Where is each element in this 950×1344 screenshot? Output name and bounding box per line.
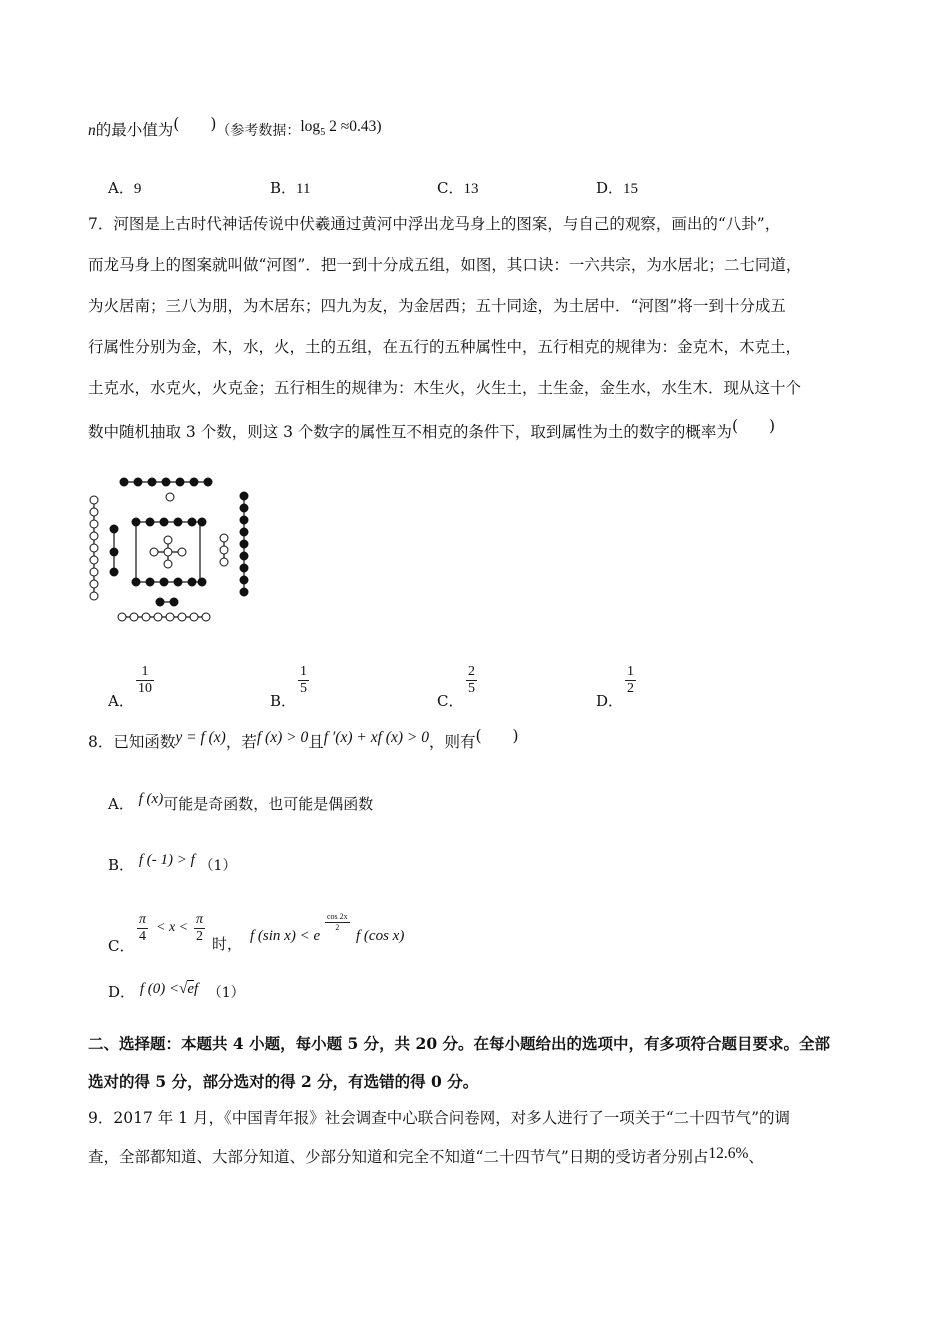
q7-option-b-fraction: 1 5 [300,664,307,696]
q6-option-c: C．13 [437,179,479,197]
q8-option-c-rhs: f (cos x) [356,928,405,944]
q8-cond2: f ′(x) + xf (x) > 0 [323,729,429,746]
ref-label: （参考数据： [216,123,301,139]
answer-paren: ( ) [475,727,519,745]
var-n: n [88,122,96,139]
q6-tail-line [88,115,382,142]
q8-option-c-when: 时， [212,935,243,953]
q7-line-5: 土克水，水克火，火克金；五行相生的规律为：木生火，火生土，土生金，金生水，水生木．现从这十个 [88,379,802,397]
q8-option-b: B． f (- 1) > f （1） [108,852,237,874]
q9-line-1: 9．2017 年 1 月，《中国青年报》社会调查中心联合问卷网，对多人进行了一项关于“二十四节气”的调 [88,1109,791,1127]
answer-paren: ( ) [173,115,217,133]
q8-stem: 8．已知函数y = f (x)，若f (x) > 0且f ′(x) + xf (x) > 0，则有( ) [88,727,519,751]
q7-option-a: A． [108,692,134,710]
q7-option-d: D． [596,692,624,710]
q6-text: 的最小值为 [95,121,174,139]
hetu-diagram [84,474,264,634]
q7-option-b: B． [270,692,297,710]
q7-line-1: 7．河图是上古时代神话传说中伏羲通过黄河中浮出龙马身上的图案，与自己的观察，画出的“八卦”， [88,215,781,233]
q7-option-c: C． [437,692,464,710]
section2-line-1: 二、选择题：本题共 4 小题，每小题 5 分，共 20 分。在每小题给出的选项中，有多项符合题目要求。全部 [88,1034,831,1053]
q8-option-a: A． f (x)可能是奇函数，也可能是偶函数 [108,791,374,813]
section2-line-2: 选对的得 5 分，部分选对的得 2 分，有选错的得 0 分。 [88,1072,479,1091]
q7-option-d-fraction: 1 2 [627,664,634,696]
q8-option-c-label: C． [108,937,135,955]
q7-line-4: 行属性分别为金，木，水，火，土的五组，在五行的五种属性中，五行相克的规律为：金克木，木克土， [88,338,802,356]
q6-option-b: B．11 [270,179,311,197]
q7-option-a-fraction: 1 10 [138,664,152,696]
q7-line-6: 数中随机抽取 3 个数，则这 3 个数字的属性互不相克的条件下，取到属性为土的数字的概率为( ) [88,417,776,441]
q8-option-d: D． f (0) <√ef （1） [108,981,245,1001]
q8-cond1: f (x) > 0 [256,729,309,746]
q8-option-c-frac2: π 2 [196,912,204,944]
q8-option-c-lhs: f (sin x) < e [250,928,321,944]
answer-paren: ( ) [731,417,776,435]
q6-option-a: A．9 [108,179,142,197]
q7-option-c-fraction: 2 5 [468,664,475,696]
q8-option-c-exponent: cos 2x 2 [327,912,348,932]
log-expression: $\log_5 2 \approx 0.43$) [300,118,382,139]
q7-line-3: 为火居南；三八为朋，为木居东；四九为友，为金居西；五十同途，为土居中．“河图”将一到十分成五 [88,297,786,315]
q7-line-2: 而龙马身上的图案就叫做“河图”．把一到十分成五组，如图，其口诀：一六共宗，为水居北；二七同道， [88,256,802,274]
q8-option-c-frac1: π 4 [139,912,147,944]
q6-option-d: D．15 [596,179,639,197]
q8-option-c-mid: < x < [156,920,189,935]
q9-line-2: 查，全部都知道、大部分知道、少部分知道和完全不知道“二十四节气”日期的受访者分别占12.6%、 [88,1145,764,1166]
q8-func: y = f (x) [175,729,226,746]
